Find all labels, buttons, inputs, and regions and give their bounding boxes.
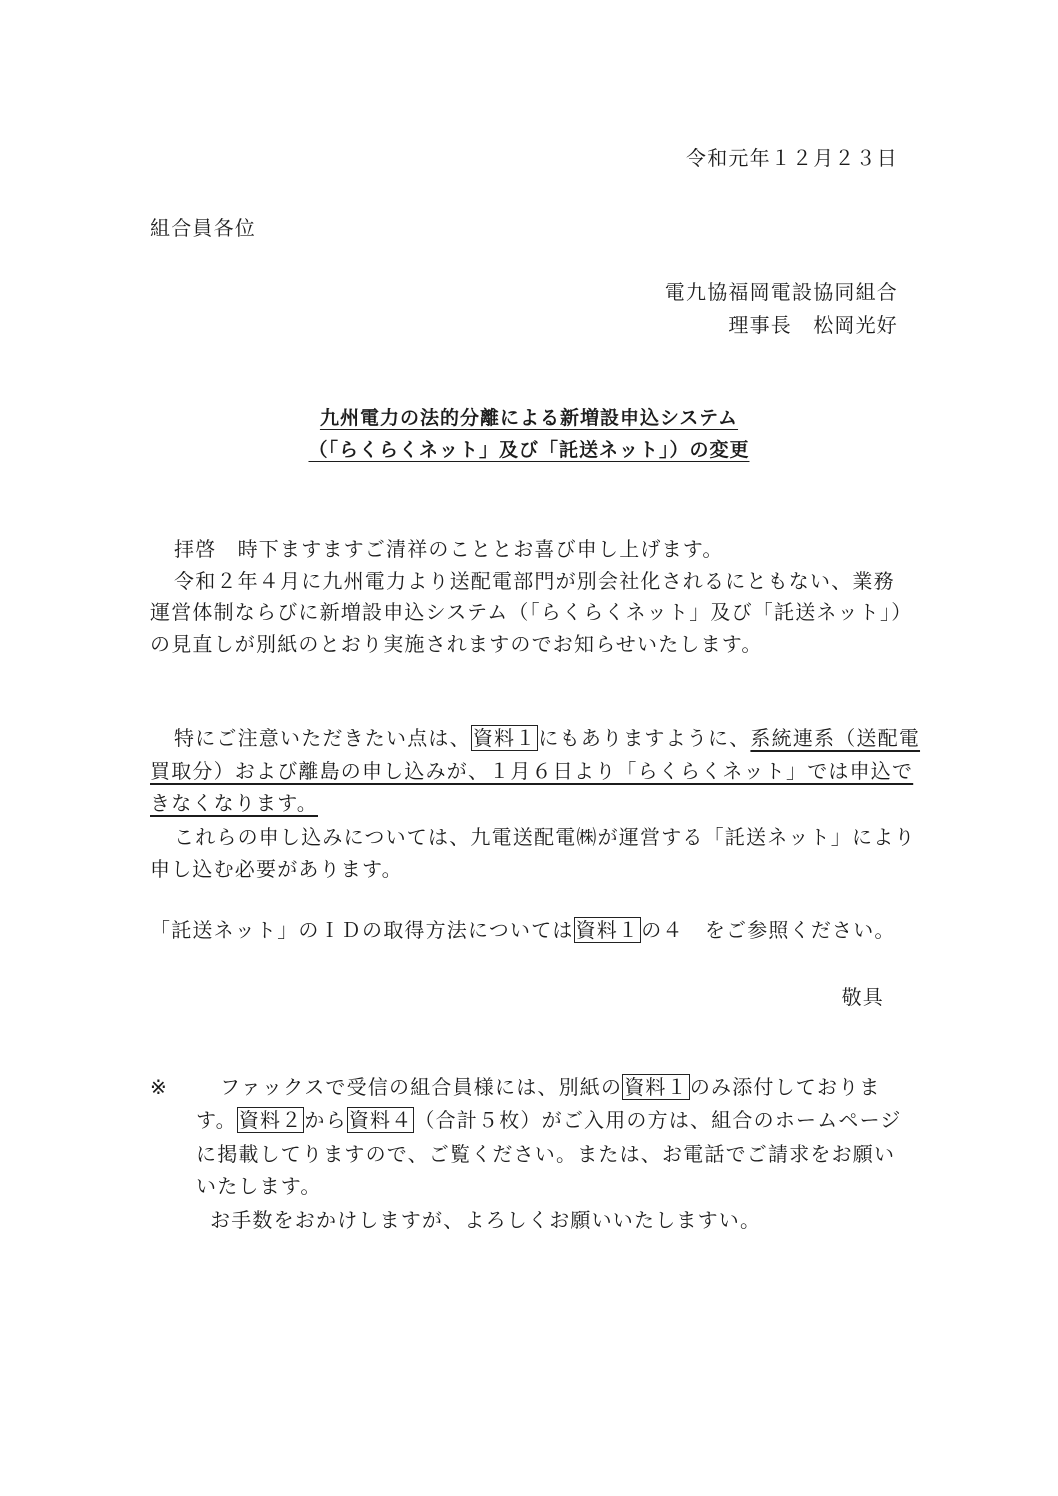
note-line — [220, 1073, 881, 1101]
underlined-text: きなくなります。 — [150, 791, 318, 815]
notice-line — [174, 724, 920, 752]
note-text: （合計５枚）がご入用の方は、組合のホームページ — [414, 1108, 902, 1132]
underlined-text: 買取分）および離島の申し込みが、１月６日より「らくらくネット」では申込で — [150, 759, 914, 783]
closing: 敬具 — [841, 985, 884, 1009]
body-line: 運営体制ならびに新増設申込システム（「らくらくネット」及び「託送ネット」） — [150, 600, 913, 624]
underlined-text: 系統連系（送配電 — [750, 726, 921, 750]
document-title-line2: （「らくらくネット」及び「託送ネット」）の変更 — [308, 439, 750, 461]
body-line: 申し込む必要があります。 — [150, 857, 403, 881]
note-text: す。 — [196, 1108, 237, 1132]
id-info-text: 「託送ネット」のＩＤの取得方法については — [150, 918, 574, 942]
greeting-line: 拝啓 時下ますますご清祥のこととお喜び申し上げます。 — [174, 537, 724, 561]
notice-text: にもありますように、 — [538, 726, 751, 750]
reference-box-doc1: 資料１ — [624, 1075, 688, 1099]
notice-text: 特にご注意いただきたい点は、 — [174, 726, 471, 750]
note-text: から — [304, 1108, 347, 1132]
body-line: の見直しが別紙のとおり実施されますのでお知らせいたします。 — [150, 632, 763, 656]
note-line: お手数をおかけしますが、よろしくお願いいたしますい。 — [210, 1208, 762, 1232]
reference-box-doc4: 資料４ — [348, 1108, 413, 1132]
note-line — [196, 1106, 902, 1134]
note-line: いたします。 — [196, 1174, 322, 1198]
id-info-line — [150, 916, 896, 944]
note-text: のみ添付しておりま — [689, 1075, 881, 1099]
id-info-text: の４ をご参照ください。 — [641, 918, 896, 942]
body-line: これらの申し込みについては、九電送配電㈱が運営する「託送ネット」により — [174, 825, 916, 849]
reference-box-doc2: 資料２ — [238, 1108, 303, 1132]
addressee: 組合員各位 — [150, 216, 256, 240]
letter-date: 令和元年１２月２３日 — [686, 146, 898, 170]
sender-organization: 電九協福岡電設協同組合 — [664, 280, 898, 304]
sender-representative: 理事長 松岡光好 — [728, 313, 898, 337]
document-title-line1: 九州電力の法的分離による新増設申込システム — [319, 407, 739, 429]
note-line: に掲載してりますので、ご覧ください。または、お電話でご請求をお願い — [196, 1142, 896, 1166]
note-text: ファックスで受信の組合員様には、別紙の — [220, 1075, 623, 1099]
reference-box-doc1: 資料１ — [575, 918, 640, 942]
reference-box-doc1: 資料１ — [472, 726, 537, 750]
body-line: 令和２年４月に九州電力より送配電部門が別会社化されるにともない、業務 — [174, 569, 895, 593]
note-mark: ※ — [150, 1075, 168, 1099]
